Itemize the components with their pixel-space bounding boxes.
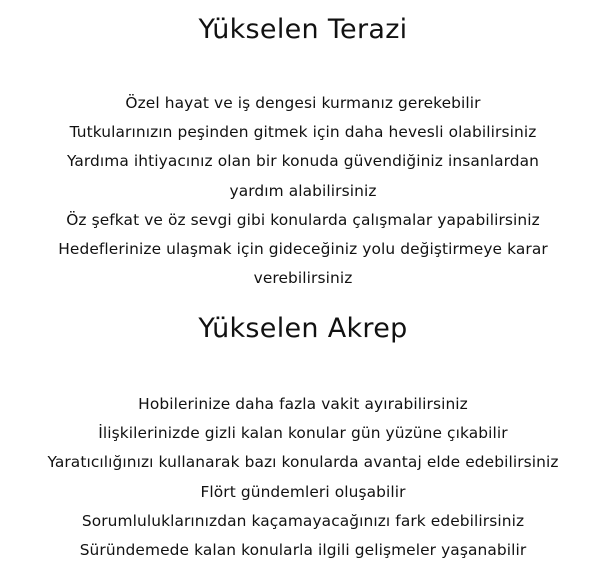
- section-heading: Yükselen Akrep: [198, 313, 408, 344]
- list-item: verebilirsiniz: [253, 269, 353, 288]
- section-yukselen-terazi: [0, 14, 606, 293]
- section-yukselen-akrep: [0, 313, 606, 565]
- list-item: Süründemede kalan konularla ilgili gelişmeler yaşanabilir: [79, 541, 527, 560]
- list-item: yardım alabilirsiniz: [229, 181, 377, 200]
- horoscope-list: [0, 390, 606, 565]
- horoscope-list: [0, 89, 606, 293]
- list-item: Yardıma ihtiyacınız olan bir konuda güvendiğiniz insanlardan: [66, 152, 540, 171]
- list-item: Yaratıcılığınızı kullanarak bazı konularda avantaj elde edebilirsiniz: [47, 453, 559, 472]
- list-item: Hobilerinize daha fazla vakit ayırabilirsiniz: [138, 395, 468, 413]
- list-item: Flört gündemleri oluşabilir: [200, 482, 406, 501]
- list-item: Sorumluluklarınızdan kaçamayacağınızı fark edebilirsiniz: [81, 511, 525, 530]
- section-heading: Yükselen Terazi: [198, 14, 408, 45]
- list-item: İlişkilerinizde gizli kalan konular gün yüzüne çıkabilir: [98, 424, 508, 443]
- list-item: Hedeflerinize ulaşmak için gideceğiniz yolu değiştirmeye karar: [58, 240, 548, 259]
- list-item: Özel hayat ve iş dengesi kurmanız gerekebilir: [125, 94, 481, 112]
- list-item: Tutkularınızın peşinden gitmek için daha hevesli olabilirsiniz: [69, 123, 537, 142]
- list-item: Öz şefkat ve öz sevgi gibi konularda çalışmalar yapabilirsiniz: [66, 210, 540, 229]
